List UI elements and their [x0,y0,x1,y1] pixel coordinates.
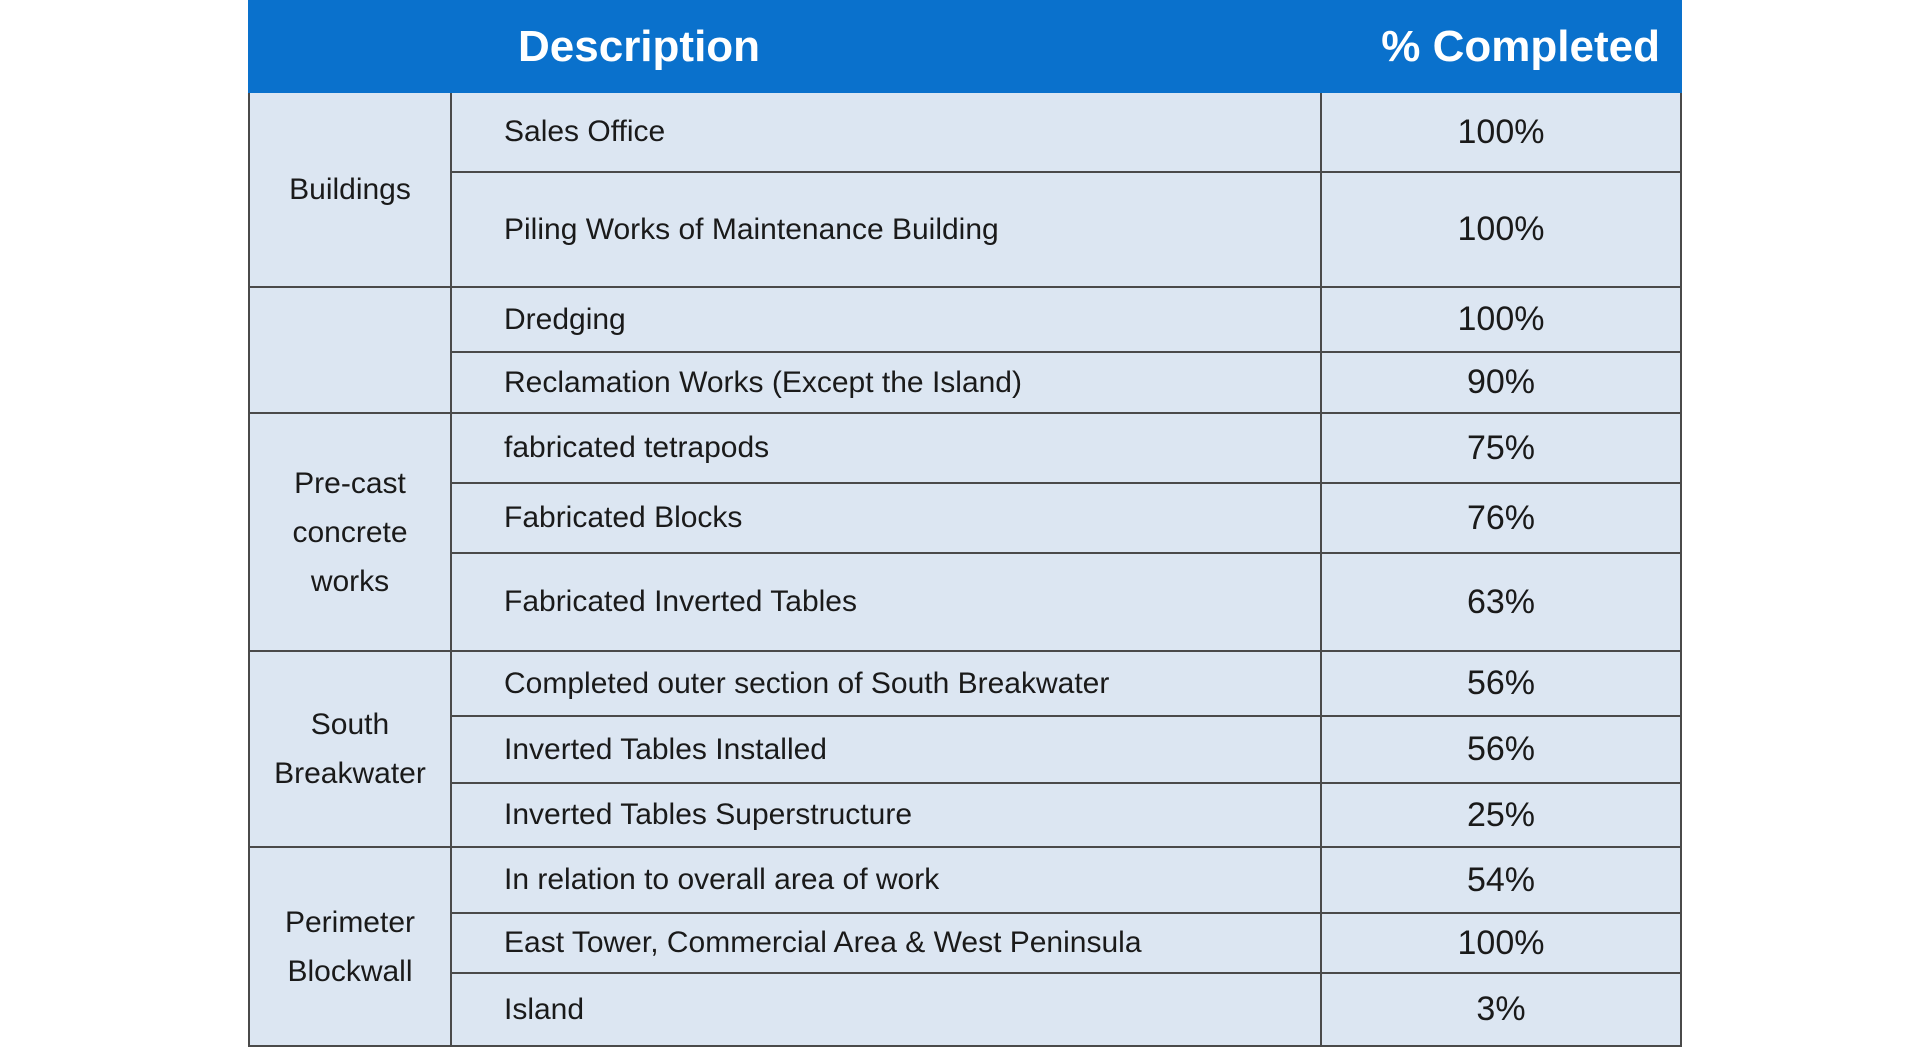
group-label: Perimeter Blockwall [284,905,416,988]
group-unnamed [250,288,450,414]
row-description: Inverted Tables Superstructure [450,784,1322,846]
row-description: In relation to overall area of work [450,848,1322,912]
row-percent: 63% [1466,582,1536,621]
row-percent: 56% [1466,664,1536,702]
row-percent: 54% [1466,860,1536,899]
group-south-breakwater [250,652,450,848]
row-description: Reclamation Works (Except the Island) [450,353,1322,412]
row-percent: 76% [1466,498,1536,537]
row-description: Fabricated Inverted Tables [450,554,1322,650]
progress-table [248,0,1682,1047]
row-percent: 100% [1457,210,1545,248]
group-label: South Breakwater [274,708,426,790]
row-percent: 56% [1466,730,1536,768]
group-pre-cast-concrete-works [250,414,450,652]
table-body [248,93,1682,1047]
header-percent-completed: % Completed [1381,22,1660,71]
row-description: Island [450,974,1322,1045]
row-description: Dredging [450,288,1322,351]
row-description: Fabricated Blocks [450,484,1322,552]
row-description: fabricated tetrapods [450,414,1322,482]
row-description: East Tower, Commercial Area & West Peninsula [450,914,1322,972]
table-header [248,0,1682,93]
row-percent: 100% [1457,300,1545,338]
group-perimeter-blockwall [250,848,450,1045]
table-row [450,288,1680,353]
table-row [450,353,1680,414]
row-description: Sales Office [450,93,1322,171]
row-description: Piling Works of Maintenance Building [450,173,1322,286]
group-label: Pre-cast concrete works [292,466,408,598]
row-percent: 100% [1457,112,1545,151]
table-row [450,784,1680,848]
row-percent: 3% [1476,990,1526,1028]
row-percent: 75% [1466,428,1536,467]
row-percent: 25% [1466,795,1536,834]
table-row [450,914,1680,974]
table-row [450,652,1680,717]
table-row [450,93,1680,173]
row-percent: 100% [1457,923,1545,962]
table-row [450,173,1680,288]
row-percent: 90% [1466,363,1536,401]
group-label: Buildings [289,173,411,206]
header-description: Description [518,22,761,71]
table-row [450,974,1680,1045]
table-row [450,484,1680,554]
table-row [450,848,1680,914]
table-row [450,717,1680,784]
row-description: Completed outer section of South Breakwater [450,652,1322,715]
row-description: Inverted Tables Installed [450,717,1322,782]
table-row [450,554,1680,652]
table-row [450,414,1680,484]
group-buildings [250,93,450,288]
